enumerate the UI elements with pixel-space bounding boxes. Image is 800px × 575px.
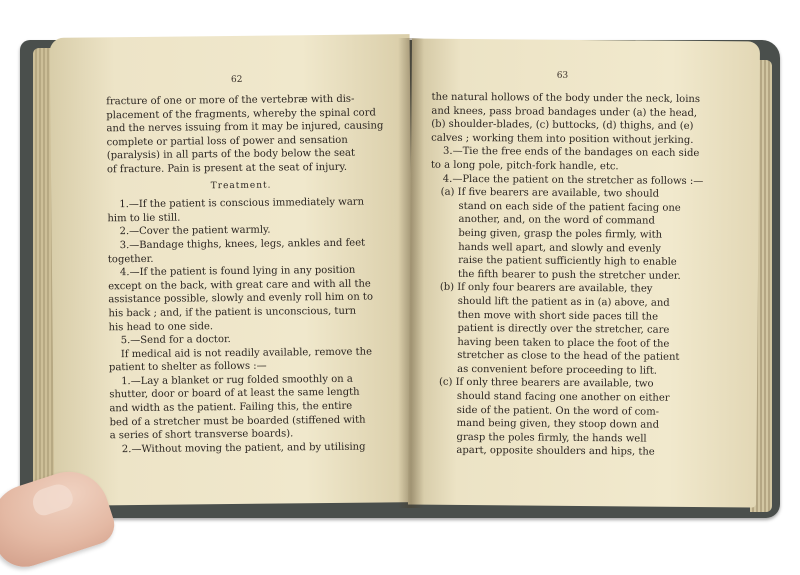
- text-line: (c) If only three bearers are available, two: [438, 377, 654, 391]
- text-line: 3.—Tie the free ends of the bandages on each side: [443, 146, 700, 160]
- text-line: 1.—Lay a blanket or rug folded smoothly on a: [121, 373, 353, 388]
- section-heading: Treatment.: [210, 180, 272, 191]
- page-number-left: 62: [230, 74, 243, 85]
- text-line: and knees, pass broad bandages under (a) the head,: [431, 105, 698, 119]
- text-line: raise the patient sufficiently high to enable: [458, 255, 677, 268]
- text-line: should lift the patient as in (a) above, and: [457, 295, 670, 309]
- text-line: 3.—Bandage thighs, knees, legs, ankles and feet: [119, 237, 366, 252]
- text-line: assistance possible, slowly and evenly roll him on to: [108, 291, 374, 306]
- text-line: If medical aid is not readily available, remove the: [120, 346, 373, 360]
- text-line: and width as the patient. Failing this, the entire: [109, 400, 353, 415]
- right-page-text: [428, 91, 713, 460]
- text-line: (b) If only four bearers are available, they: [439, 282, 653, 295]
- text-line: his back ; and, if the patient is unconscious, turn: [108, 305, 357, 320]
- text-line: mand being given, they stoop down and: [456, 418, 660, 431]
- right-page: [408, 38, 760, 507]
- text-line: bed of a stretcher must be boarded (stiffened with: [109, 414, 366, 428]
- text-line: fracture of one or more of the vertebræ with dis-: [106, 93, 355, 108]
- text-line: complete or partial loss of power and sensation: [106, 134, 348, 149]
- text-line: 5.—Send for a doctor.: [120, 334, 231, 347]
- text-line: then move with short side paces till the: [457, 309, 659, 323]
- text-line: 2.—Cover the patient warmly.: [119, 224, 271, 238]
- text-line: except on the back, with great care and with all the: [108, 278, 371, 293]
- text-line: another, and, on the word of command: [458, 214, 655, 227]
- text-line: apart, opposite shoulders and hips, the: [456, 445, 655, 459]
- text-line: him to lie still.: [107, 212, 181, 225]
- text-line: to a long pole, pitch-fork handle, etc.: [430, 159, 619, 173]
- text-line: the natural hollows of the body under the neck, loins: [431, 91, 701, 106]
- book-gutter: [398, 38, 424, 508]
- text-line: patient to shelter as follows :—: [108, 360, 267, 374]
- text-line: the fifth bearer to push the stretcher under.: [457, 268, 681, 282]
- text-line: 4.—If the patient is found lying in any position: [119, 264, 356, 279]
- text-line: calves ; working them into position without jerking.: [431, 132, 694, 146]
- text-line: grasp the poles firmly, the hands well: [456, 431, 647, 445]
- text-line: of fracture. Pain is present at the seat of injury.: [106, 161, 348, 176]
- text-line: having been taken to place the foot of the: [457, 336, 670, 350]
- left-page-text: [106, 93, 384, 457]
- text-line: (b) shoulder-blades, (c) buttocks, (d) thighs, and (e): [431, 118, 694, 133]
- text-line: stretcher as close to the head of the patient: [457, 350, 680, 364]
- text-line: placement of the fragments, whereby the spinal cord: [106, 107, 376, 121]
- text-line: 4.—Place the patient on the stretcher as follows :—: [442, 173, 704, 187]
- page-number-right: 63: [556, 70, 569, 81]
- text-line: patient is directly over the stretcher, care: [457, 322, 670, 336]
- text-line: being given, grasp the poles firmly, with: [458, 227, 663, 241]
- text-line: (paralysis) in all parts of the body below the seat: [106, 148, 356, 162]
- thumbnail-nail: [29, 481, 75, 518]
- text-line: stand on each side of the patient facing one: [458, 200, 681, 214]
- text-line: should stand facing one another on either: [456, 390, 670, 404]
- text-line: shutter, door or board of at least the same length: [109, 387, 360, 401]
- text-line: his head to one side.: [108, 320, 214, 333]
- text-line: and the nerves issuing from it may be injured, causing: [106, 120, 384, 135]
- text-line: side of the patient. On the word of com-: [456, 404, 660, 418]
- text-line: together.: [107, 253, 154, 265]
- text-line: hands well apart, and slowly and evenly: [458, 241, 662, 255]
- text-line: as convenient before proceeding to lift.: [457, 363, 657, 377]
- text-line: 2.—Without moving the patient, and by utilising: [121, 441, 366, 456]
- left-page: [50, 34, 415, 506]
- text-line: a series of short transverse boards).: [109, 428, 294, 442]
- text-line: 1.—If the patient is conscious immediately warn: [119, 196, 365, 211]
- text-line: (a) If five bearers are available, two should: [440, 186, 660, 200]
